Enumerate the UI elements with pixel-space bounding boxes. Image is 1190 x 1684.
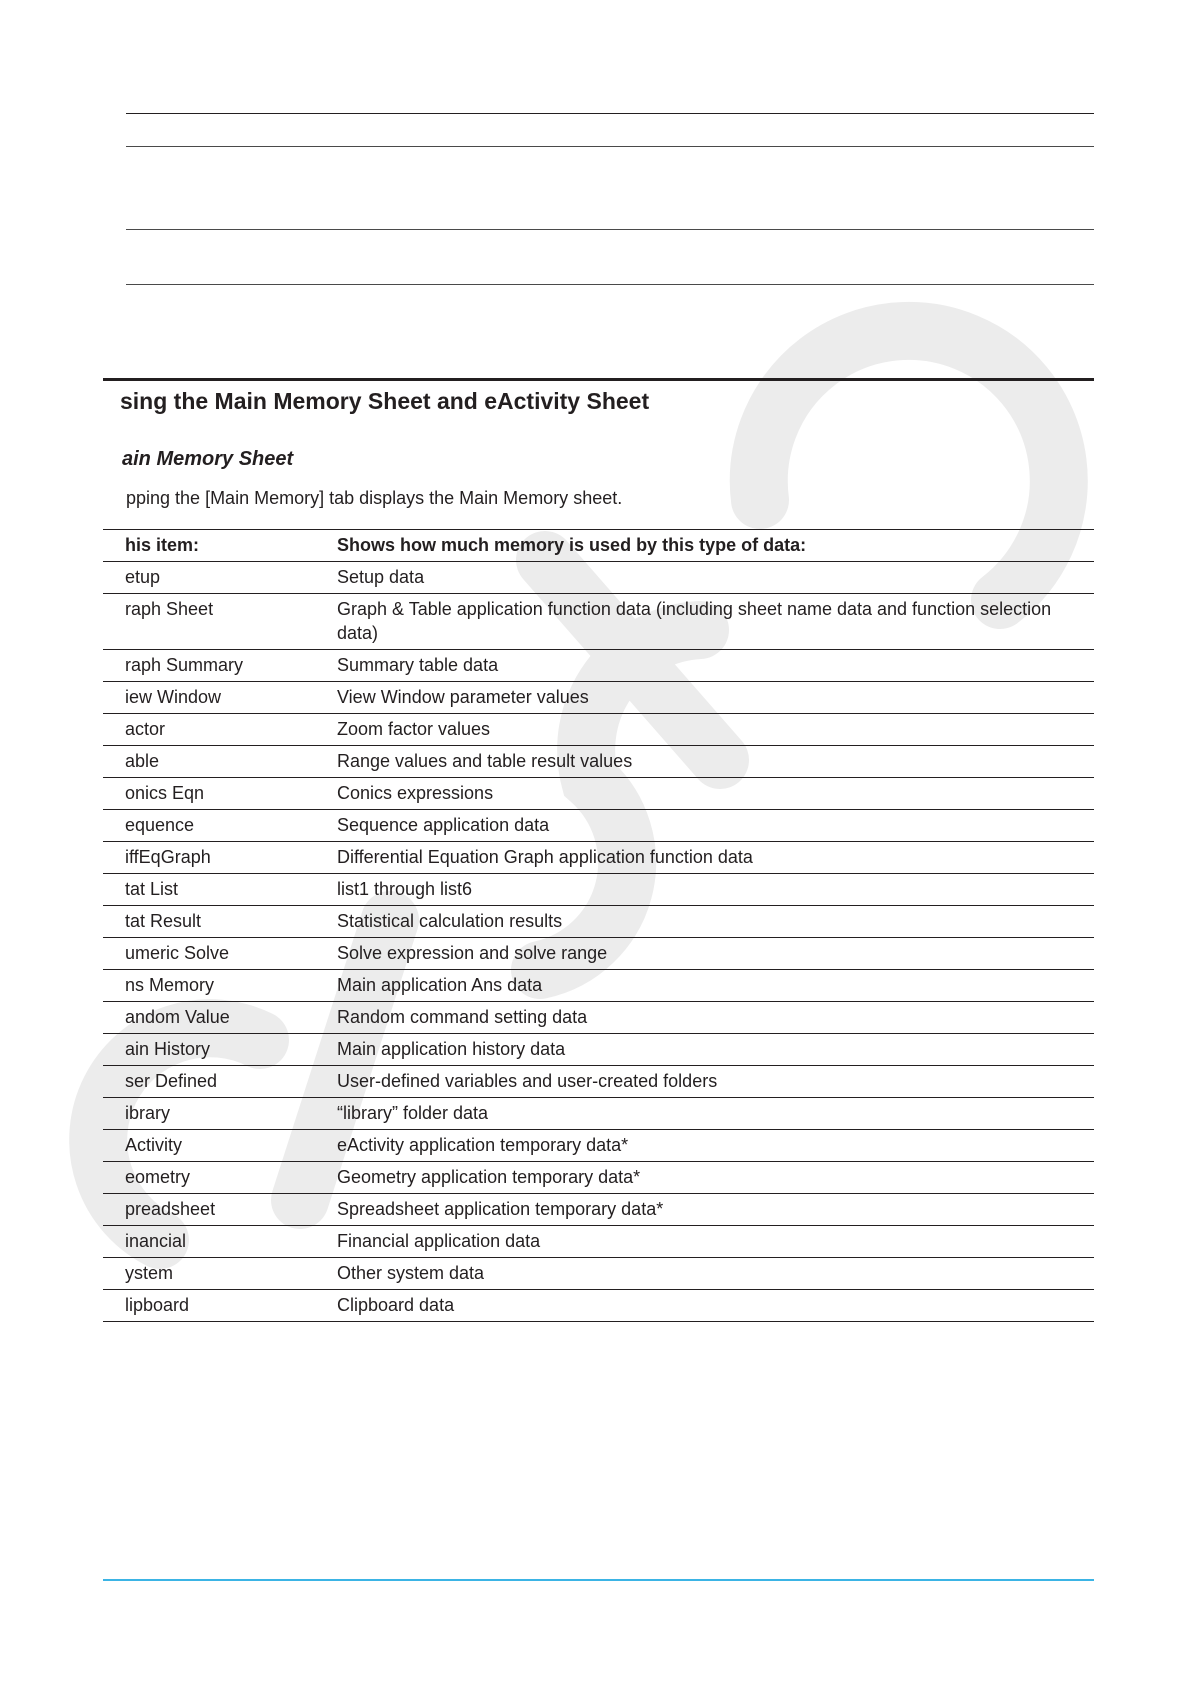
- row-description: Clipboard data: [337, 1290, 1094, 1322]
- table-row: [103, 938, 1094, 970]
- section-rule: [103, 378, 1094, 381]
- top-rule-4: [126, 284, 1094, 285]
- row-description: Financial application data: [337, 1226, 1094, 1258]
- row-description: Graph & Table application function data (including sheet name data and function selection data): [337, 594, 1094, 650]
- row-item: ser Defined: [103, 1066, 337, 1098]
- row-item: iffEqGraph: [103, 842, 337, 874]
- footer-rule: [103, 1579, 1094, 1581]
- row-item: ystem: [103, 1258, 337, 1290]
- row-description: Main application history data: [337, 1034, 1094, 1066]
- row-item: preadsheet: [103, 1194, 337, 1226]
- row-description: View Window parameter values: [337, 682, 1094, 714]
- row-item: Activity: [103, 1130, 337, 1162]
- table-row: [103, 746, 1094, 778]
- table-row: [103, 1130, 1094, 1162]
- row-item: lipboard: [103, 1290, 337, 1322]
- top-rule-2: [126, 146, 1094, 147]
- table-row: [103, 1162, 1094, 1194]
- table-row: [103, 842, 1094, 874]
- row-item: actor: [103, 714, 337, 746]
- table-row: [103, 874, 1094, 906]
- table-row: [103, 906, 1094, 938]
- row-item: eometry: [103, 1162, 337, 1194]
- table-header-row: [103, 530, 1094, 562]
- table-row: [103, 1066, 1094, 1098]
- table-row: [103, 1034, 1094, 1066]
- row-description: Other system data: [337, 1258, 1094, 1290]
- header-item: his item:: [103, 530, 337, 562]
- row-item: andom Value: [103, 1002, 337, 1034]
- row-description: Spreadsheet application temporary data*: [337, 1194, 1094, 1226]
- row-item: etup: [103, 562, 337, 594]
- row-item: umeric Solve: [103, 938, 337, 970]
- top-rule-3: [126, 229, 1094, 230]
- row-item: inancial: [103, 1226, 337, 1258]
- table-row: [103, 650, 1094, 682]
- table-row: [103, 1098, 1094, 1130]
- header-description: Shows how much memory is used by this type of data:: [337, 530, 1094, 562]
- table-row: [103, 1194, 1094, 1226]
- table-row: [103, 1002, 1094, 1034]
- section-title: sing the Main Memory Sheet and eActivity Sheet: [120, 388, 650, 414]
- top-rule-1: [126, 113, 1094, 114]
- section-subtitle: ain Memory Sheet: [122, 448, 294, 470]
- intro-text: pping the [Main Memory] tab displays the Main Memory sheet.: [126, 488, 623, 508]
- table-row: [103, 1258, 1094, 1290]
- table-row: [103, 562, 1094, 594]
- row-description: Statistical calculation results: [337, 906, 1094, 938]
- row-item: ibrary: [103, 1098, 337, 1130]
- row-description: “library” folder data: [337, 1098, 1094, 1130]
- table-row: [103, 1226, 1094, 1258]
- row-description: Geometry application temporary data*: [337, 1162, 1094, 1194]
- row-item: raph Summary: [103, 650, 337, 682]
- row-description: Differential Equation Graph application function data: [337, 842, 1094, 874]
- row-item: iew Window: [103, 682, 337, 714]
- row-item: equence: [103, 810, 337, 842]
- row-description: eActivity application temporary data*: [337, 1130, 1094, 1162]
- row-description: Summary table data: [337, 650, 1094, 682]
- row-description: Main application Ans data: [337, 970, 1094, 1002]
- row-item: raph Sheet: [103, 594, 337, 650]
- row-description: User-defined variables and user-created folders: [337, 1066, 1094, 1098]
- row-item: ain History: [103, 1034, 337, 1066]
- memory-table: [103, 529, 1094, 1322]
- table-row: [103, 778, 1094, 810]
- row-item: tat Result: [103, 906, 337, 938]
- row-description: Zoom factor values: [337, 714, 1094, 746]
- table-row: [103, 1290, 1094, 1322]
- row-description: Solve expression and solve range: [337, 938, 1094, 970]
- table-row: [103, 682, 1094, 714]
- table-row: [103, 810, 1094, 842]
- table-row: [103, 970, 1094, 1002]
- row-description: Conics expressions: [337, 778, 1094, 810]
- row-description: list1 through list6: [337, 874, 1094, 906]
- row-description: Sequence application data: [337, 810, 1094, 842]
- row-item: tat List: [103, 874, 337, 906]
- table-row: [103, 714, 1094, 746]
- row-description: Random command setting data: [337, 1002, 1094, 1034]
- row-item: ns Memory: [103, 970, 337, 1002]
- row-item: able: [103, 746, 337, 778]
- row-item: onics Eqn: [103, 778, 337, 810]
- table-row: [103, 594, 1094, 650]
- row-description: Setup data: [337, 562, 1094, 594]
- row-description: Range values and table result values: [337, 746, 1094, 778]
